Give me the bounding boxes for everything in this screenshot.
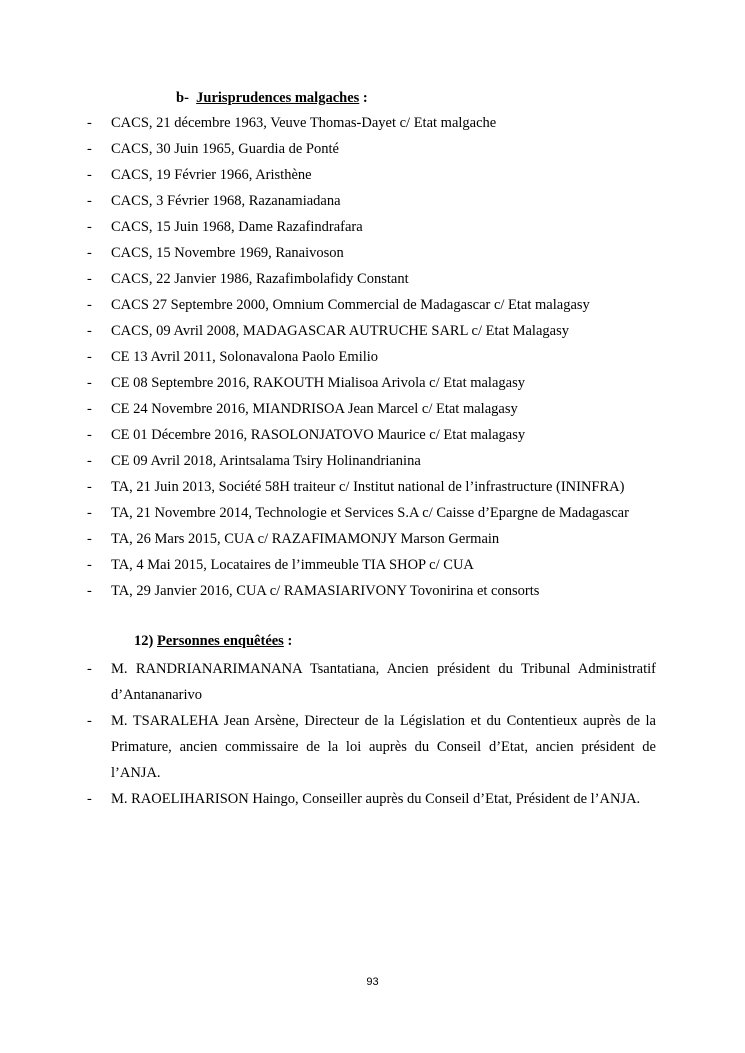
jurisprudence-item (0, 452, 745, 478)
list-bullet: - (87, 349, 92, 365)
jurisprudence-text: CACS, 30 Juin 1965, Guardia de Ponté (111, 141, 339, 157)
list-bullet: - (87, 583, 92, 599)
jurisprudence-item (0, 374, 745, 400)
jurisprudence-text: CACS, 09 Avril 2008, MADAGASCAR AUTRUCHE SARL c/ Etat Malagasy (111, 323, 569, 339)
personne-text: M. RAOELIHARISON Haingo, Conseiller auprès du Conseil d’Etat, Président de l’ANJA. (111, 791, 641, 807)
list-bullet: - (87, 167, 92, 183)
section-12-number: 12) (134, 633, 154, 649)
jurisprudence-list (0, 114, 745, 608)
list-bullet: - (87, 193, 92, 209)
personne-text: M. TSARALEHA Jean Arsène, Directeur de la Législation et du Contentieux auprès de la Primature, ancien commissaire de la loi auprès du Conseil d’Etat, ancien président de l’ANJA. (111, 713, 656, 781)
jurisprudence-text: TA, 21 Novembre 2014, Technologie et Services S.A c/ Caisse d’Epargne de Madagascar (111, 505, 629, 521)
jurisprudence-item (0, 504, 745, 530)
jurisprudence-item (0, 244, 745, 270)
jurisprudence-text: CACS, 19 Février 1966, Aristhène (111, 167, 312, 183)
section-12-suffix: : (283, 633, 293, 649)
jurisprudence-item (0, 140, 745, 166)
section-12-title: Personnes enquêtées (156, 633, 284, 649)
page-number: 93 (366, 976, 379, 988)
list-bullet: - (87, 453, 92, 469)
jurisprudence-item (0, 582, 745, 608)
jurisprudence-text: CACS 27 Septembre 2000, Omnium Commercial de Madagascar c/ Etat malagasy (111, 297, 590, 313)
jurisprudence-text: CACS, 22 Janvier 1986, Razafimbolafidy Constant (111, 271, 409, 287)
list-bullet: - (87, 401, 92, 417)
jurisprudence-item (0, 426, 745, 452)
list-bullet: - (87, 219, 92, 235)
section-b-heading (176, 89, 368, 107)
section-b-title: Jurisprudences malgaches (196, 90, 360, 106)
jurisprudence-text: CACS, 21 décembre 1963, Veuve Thomas-Dayet c/ Etat malgache (111, 115, 497, 131)
jurisprudence-text: CACS, 15 Juin 1968, Dame Razafindrafara (111, 219, 363, 235)
jurisprudence-text: CACS, 3 Février 1968, Razanamiadana (111, 193, 341, 209)
jurisprudence-item (0, 218, 745, 244)
jurisprudence-text: TA, 26 Mars 2015, CUA c/ RAZAFIMAMONJY Marson Germain (111, 531, 500, 547)
section-b-suffix: : (359, 90, 368, 106)
jurisprudence-text: CE 13 Avril 2011, Solonavalona Paolo Emilio (111, 349, 379, 365)
list-bullet: - (87, 323, 92, 339)
jurisprudence-text: CE 09 Avril 2018, Arintsalama Tsiry Holinandrianina (111, 453, 421, 469)
list-bullet: - (87, 479, 92, 495)
jurisprudence-item (0, 348, 745, 374)
jurisprudence-text: CE 08 Septembre 2016, RAKOUTH Mialisoa Arivola c/ Etat malagasy (111, 375, 525, 391)
personne-text: M. RANDRIANARIMANANA Tsantatiana, Ancien président du Tribunal Administratif d’Antananarivo (111, 661, 656, 703)
personne-item (0, 708, 745, 786)
list-bullet: - (87, 713, 92, 729)
personne-item (0, 656, 745, 708)
jurisprudence-text: CACS, 15 Novembre 1969, Ranaivoson (111, 245, 344, 261)
list-bullet: - (87, 791, 92, 807)
jurisprudence-text: TA, 4 Mai 2015, Locataires de l’immeuble TIA SHOP c/ CUA (111, 557, 474, 573)
jurisprudence-item (0, 114, 745, 140)
jurisprudence-text: CE 01 Décembre 2016, RASOLONJATOVO Maurice c/ Etat malagasy (111, 427, 526, 443)
list-bullet: - (87, 245, 92, 261)
list-bullet: - (87, 427, 92, 443)
personne-item (0, 786, 745, 812)
list-bullet: - (87, 115, 92, 131)
jurisprudence-text: TA, 29 Janvier 2016, CUA c/ RAMASIARIVONY Tovonirina et consorts (111, 583, 540, 599)
list-bullet: - (87, 661, 92, 677)
section-12-heading (134, 632, 292, 650)
personnes-list (0, 656, 745, 812)
list-bullet: - (87, 141, 92, 157)
list-bullet: - (87, 297, 92, 313)
jurisprudence-item (0, 166, 745, 192)
list-bullet: - (87, 531, 92, 547)
list-bullet: - (87, 271, 92, 287)
jurisprudence-item (0, 296, 745, 322)
jurisprudence-item (0, 556, 745, 582)
section-b-prefix: b- (176, 90, 189, 106)
jurisprudence-item (0, 270, 745, 296)
list-bullet: - (87, 375, 92, 391)
list-bullet: - (87, 505, 92, 521)
jurisprudence-item (0, 530, 745, 556)
jurisprudence-item (0, 400, 745, 426)
jurisprudence-item (0, 192, 745, 218)
jurisprudence-text: CE 24 Novembre 2016, MIANDRISOA Jean Marcel c/ Etat malagasy (111, 401, 518, 417)
jurisprudence-item (0, 322, 745, 348)
jurisprudence-text: TA, 21 Juin 2013, Société 58H traiteur c/ Institut national de l’infrastructure (ININFRA) (111, 479, 625, 495)
list-bullet: - (87, 557, 92, 573)
jurisprudence-item (0, 478, 745, 504)
